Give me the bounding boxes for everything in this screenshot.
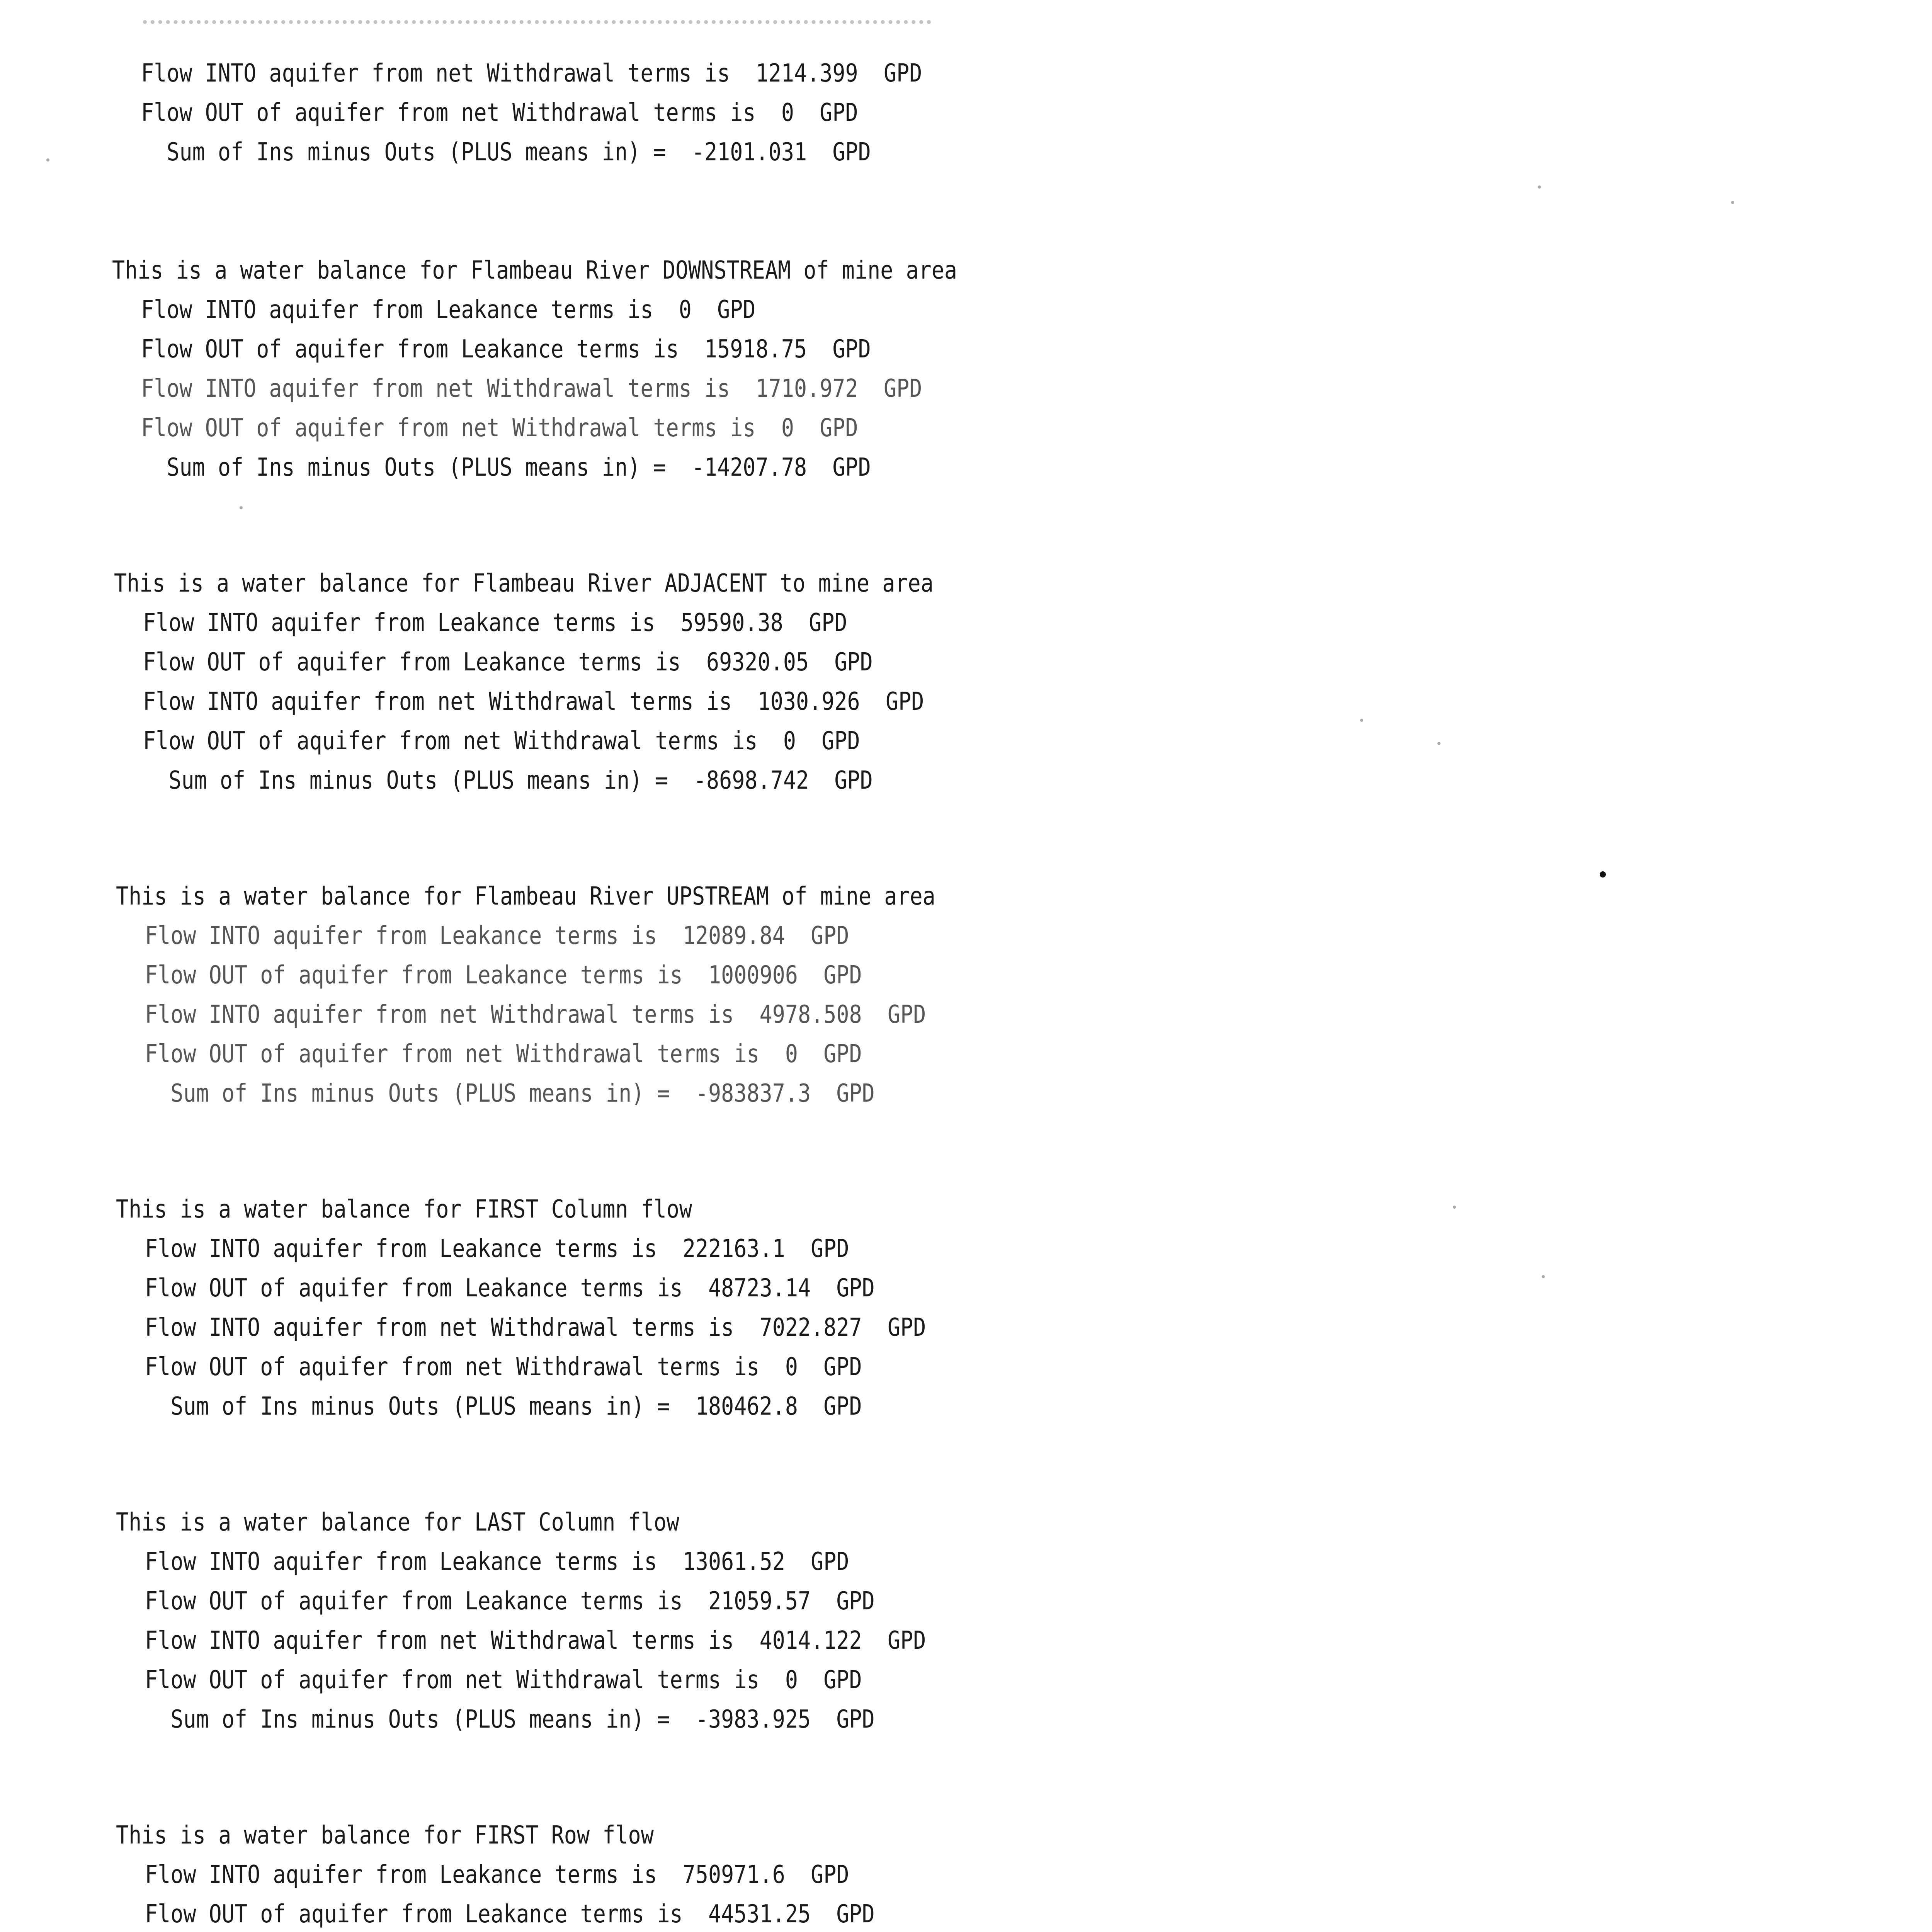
block-line: Flow OUT of aquifer from Leakance terms is 15918.75 GPD — [141, 335, 871, 364]
block-line: Flow INTO aquifer from Leakance terms is 750971.6 GPD — [145, 1861, 849, 1889]
scan-speck — [1731, 201, 1734, 204]
partial-sum-line: Sum of Ins minus Outs (PLUS means in) = -2101.031 GPD — [141, 138, 871, 167]
block-sum-line: Sum of Ins minus Outs (PLUS means in) = 180462.8 GPD — [145, 1392, 862, 1421]
block-sum-line: Sum of Ins minus Outs (PLUS means in) = -14207.78 GPD — [141, 453, 871, 482]
block-line: Flow OUT of aquifer from Leakance terms is 1000906 GPD — [145, 961, 862, 990]
block-sum-line: Sum of Ins minus Outs (PLUS means in) = -8698.742 GPD — [143, 766, 873, 795]
block-title-last-column: This is a water balance for LAST Column flow — [116, 1508, 680, 1537]
scan-speck — [1600, 871, 1606, 878]
block-line: Flow INTO aquifer from Leakance terms is 13061.52 GPD — [145, 1548, 849, 1576]
block-line: Flow OUT of aquifer from net Withdrawal terms is 0 GPD — [145, 1353, 862, 1381]
block-title-first-column: This is a water balance for FIRST Column flow — [116, 1195, 692, 1224]
block-line: Flow OUT of aquifer from Leakance terms is 21059.57 GPD — [145, 1587, 875, 1616]
block-title-upstream: This is a water balance for Flambeau River UPSTREAM of mine area — [116, 882, 935, 911]
block-line: Flow INTO aquifer from net Withdrawal terms is 1030.926 GPD — [143, 687, 924, 716]
block-line: Flow INTO aquifer from net Withdrawal terms is 1710.972 GPD — [141, 374, 922, 403]
block-title-adjacent: This is a water balance for Flambeau River ADJACENT to mine area — [114, 569, 934, 598]
block-line: Flow INTO aquifer from net Withdrawal terms is 4978.508 GPD — [145, 1000, 926, 1029]
cut-off-top-line — [143, 20, 931, 34]
block-line: Flow INTO aquifer from Leakance terms is 12089.84 GPD — [145, 922, 849, 950]
block-line: Flow INTO aquifer from Leakance terms is 59590.38 GPD — [143, 609, 847, 637]
partial-line-2: Flow OUT of aquifer from net Withdrawal terms is 0 GPD — [141, 99, 858, 127]
scan-speck — [46, 158, 49, 162]
block-line: Flow INTO aquifer from net Withdrawal terms is 7022.827 GPD — [145, 1313, 926, 1342]
scan-speck — [1453, 1206, 1456, 1209]
block-line: Flow OUT of aquifer from Leakance terms is 44531.25 GPD — [145, 1900, 875, 1929]
partial-line-1: Flow INTO aquifer from net Withdrawal terms is 1214.399 GPD — [141, 59, 922, 88]
block-line: Flow OUT of aquifer from Leakance terms is 69320.05 GPD — [143, 648, 873, 677]
block-title-downstream: This is a water balance for Flambeau River DOWNSTREAM of mine area — [112, 256, 957, 285]
scan-speck — [240, 506, 243, 509]
block-line: Flow OUT of aquifer from net Withdrawal terms is 0 GPD — [145, 1040, 862, 1068]
block-line: Flow OUT of aquifer from Leakance terms is 48723.14 GPD — [145, 1274, 875, 1303]
block-sum-line: Sum of Ins minus Outs (PLUS means in) = -983837.3 GPD — [145, 1079, 875, 1108]
scan-speck — [1437, 742, 1440, 745]
block-line: Flow INTO aquifer from Leakance terms is 222163.1 GPD — [145, 1235, 849, 1263]
block-line: Flow INTO aquifer from Leakance terms is 0 GPD — [141, 296, 756, 324]
block-line: Flow OUT of aquifer from net Withdrawal terms is 0 GPD — [143, 727, 860, 755]
block-line: Flow OUT of aquifer from net Withdrawal terms is 0 GPD — [145, 1666, 862, 1694]
scan-speck — [1542, 1275, 1545, 1278]
block-line: Flow INTO aquifer from net Withdrawal terms is 4014.122 GPD — [145, 1626, 926, 1655]
scan-speck — [1360, 719, 1363, 722]
scan-speck — [1538, 185, 1541, 189]
block-title-first-row: This is a water balance for FIRST Row flow — [116, 1821, 654, 1850]
block-line: Flow OUT of aquifer from net Withdrawal terms is 0 GPD — [141, 414, 858, 442]
block-sum-line: Sum of Ins minus Outs (PLUS means in) = -3983.925 GPD — [145, 1705, 875, 1734]
